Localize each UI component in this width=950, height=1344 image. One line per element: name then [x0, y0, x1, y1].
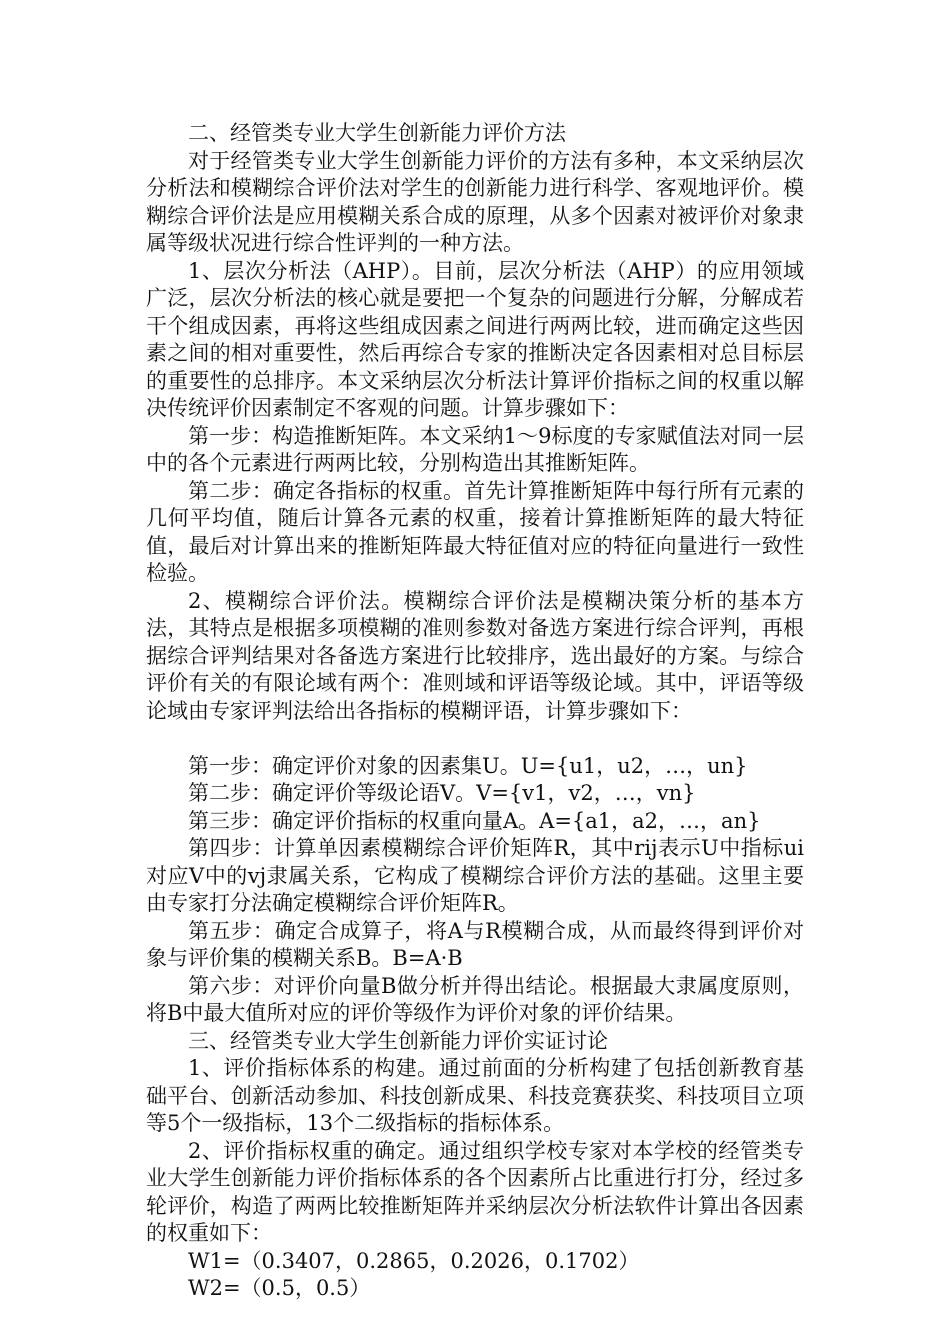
paragraph-fuzzy-evaluation: 2、模糊综合评价法。模糊综合评价法是模糊决策分析的基本方法，其特点是根据多项模糊的准则参数对备选方案进行综合评判，再根据综合评判结果对各备选方案进行比较排序，选出最好的方案。与综合评价有关的有限论域有两个：准则域和评语等级论域。其中，评语等级论域由专家评判法给出各指标的模糊评语，计算步骤如下： — [146, 588, 804, 723]
paragraph-fuzzy-step-5: 第五步：确定合成算子，将A与R模糊合成，从而最终得到评价对象与评价集的模糊关系B。B=A·B — [146, 918, 804, 970]
blank-line — [146, 725, 804, 753]
paragraph-index-weights: 2、评价指标权重的确定。通过组织学校专家对本学校的经管类专业大学生创新能力评价指标体系的各个因素所占比重进行打分，经过多轮评价，构造了两两比较推断矩阵并采纳层次分析法软件计算出各因素的权重如下： — [146, 1138, 804, 1245]
formula-w2: W2=（0.5，0.5） — [188, 1276, 371, 1300]
paragraph-fuzzy-step-1: 第一步：确定评价对象的因素集U。U={u1，u2，…，un} — [188, 753, 748, 778]
paragraph-methods-intro: 对于经管类专业大学生创新能力评价的方法有多种，本文采纳层次分析法和模糊综合评价法对学生的创新能力进行科学、客观地评价。模糊综合评价法是应用模糊关系合成的原理，从多个因素对被评价对象隶属等级状况进行综合性评判的一种方法。 — [146, 148, 804, 255]
paragraph-fuzzy-step-2: 第二步：确定评价等级论语V。V={v1，v2，…，vn} — [188, 781, 696, 805]
paragraph-index-system: 1、评价指标体系的构建。通过前面的分析构建了包括创新教育基础平台、创新活动参加、科技创新成果、科技竞赛获奖、科技项目立项等5个一级指标，13个二级指标的指标体系。 — [146, 1056, 804, 1135]
paragraph-ahp-step-1: 第一步：构造推断矩阵。本文采纳1～9标度的专家赋值法对同一层中的各个元素进行两两比较，分别构造出其推断矩阵。 — [146, 423, 804, 475]
paragraph-ahp: 1、层次分析法（AHP）。目前，层次分析法（AHP）的应用领域广泛，层次分析法的核心就是要把一个复杂的问题进行分解，分解成若干个组成因素，再将这些组成因素之间进行两两比较，进而确定这些因素之间的相对重要性，然后再综合专家的推断决定各因素相对总目标层的重要性的总排序。本文采纳层次分析法计算评价指标之间的权重以解决传统评价因素制定不客观的问题。计算步骤如下： — [146, 258, 804, 420]
paragraph-fuzzy-step-4: 第四步：计算单因素模糊综合评价矩阵R，其中rij表示U中指标ui对应V中的vj隶属关系，它构成了模糊综合评价方法的基础。这里主要由专家打分法确定模糊综合评价矩阵R。 — [146, 836, 804, 915]
formula-w1: W1=（0.3407，0.2865，0.2026，0.1702） — [188, 1248, 640, 1273]
section-heading-empirical: 三、经管类专业大学生创新能力评价实证讨论 — [188, 1028, 608, 1053]
section-heading-evaluation-methods: 二、经管类专业大学生创新能力评价方法 — [188, 121, 566, 145]
paragraph-ahp-step-2: 第二步：确定各指标的权重。首先计算推断矩阵中每行所有元素的几何平均值，随后计算各元素的权重，接着计算推断矩阵的最大特征值，最后对计算出来的推断矩阵最大特征值对应的特征向量进行一致性检验。 — [146, 478, 804, 585]
paragraph-fuzzy-step-3: 第三步：确定评价指标的权重向量A。A={a1，a2，…，an} — [188, 808, 761, 833]
paragraph-fuzzy-step-6: 第六步：对评价向量B做分析并得出结论。根据最大隶属度原则，将B中最大值所对应的评价等级作为评价对象的评价结果。 — [146, 973, 804, 1025]
document-body — [146, 120, 804, 1303]
